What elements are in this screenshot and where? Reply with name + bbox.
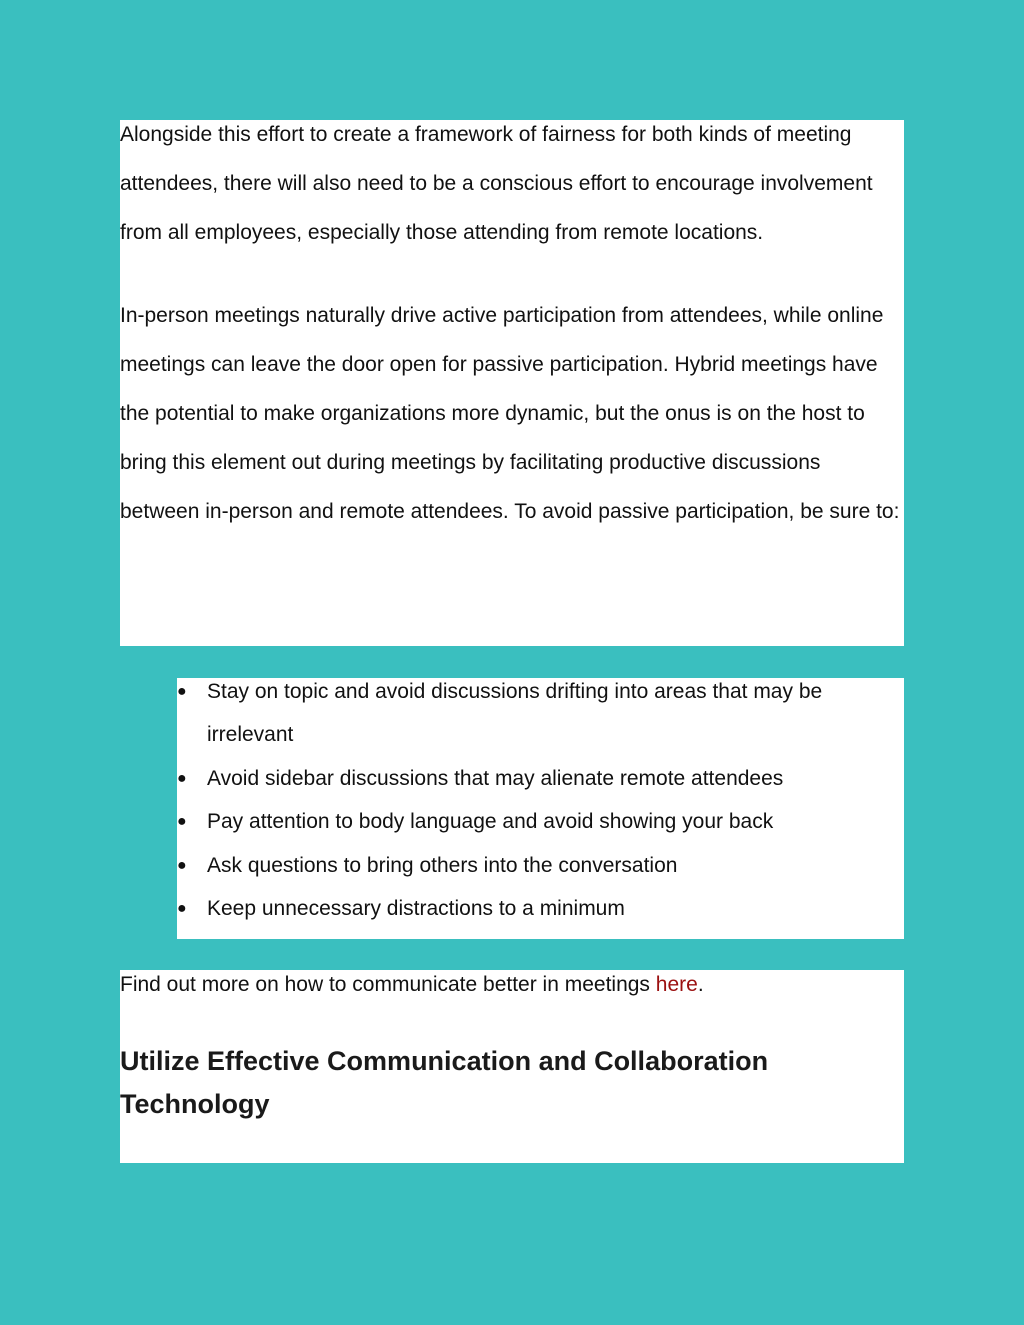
paragraph-fairness: Alongside this effort to create a framework of fairness for both kinds of meeting attendees, there will also need to be a conscious effort to encourage involvement from all employees, especially those attending from remote locations. [120,123,873,245]
list-item-text: Keep unnecessary distractions to a minimum [207,897,625,921]
list-item [177,887,904,930]
tips-list [177,670,904,930]
bullet-icon: ● [177,683,187,700]
paragraph-participation: In-person meetings naturally drive active participation from attendees, while online meetings can leave the door open for passive participation. Hybrid meetings have the potential to make organizations more dynamic, but the onus is on the host to bring this element out during meetings by facilitating productive discussions between in-person and remote attendees. To avoid passive participation, be sure to: [120,303,900,524]
section-heading: Utilize Effective Communication and Collaboration Technology [120,1046,769,1119]
tips-list-panel [177,678,904,939]
bullet-icon: ● [177,900,187,918]
find-out-more-line [120,970,904,1000]
bullet-icon: ● [177,813,187,831]
list-item [177,800,904,843]
list-item [177,670,904,757]
list-item-text: Stay on topic and avoid discussions drifting into areas that may be irrelevant [207,680,823,747]
list-item [177,757,904,800]
intro-text-panel [120,120,904,646]
list-item [177,844,904,887]
here-link[interactable]: here [655,973,698,996]
find-out-more-text: Find out more on how to communicate better in meetings [120,973,656,996]
bullet-icon: ● [177,856,187,874]
list-item-text: Ask questions to bring others into the conversation [207,853,678,877]
list-item-text: Avoid sidebar discussions that may alienate remote attendees [207,766,784,790]
bullet-icon: ● [177,769,187,787]
section-panel [120,970,904,1163]
list-item-text: Pay attention to body language and avoid showing your back [207,810,774,834]
find-out-more-period: . [697,973,704,996]
